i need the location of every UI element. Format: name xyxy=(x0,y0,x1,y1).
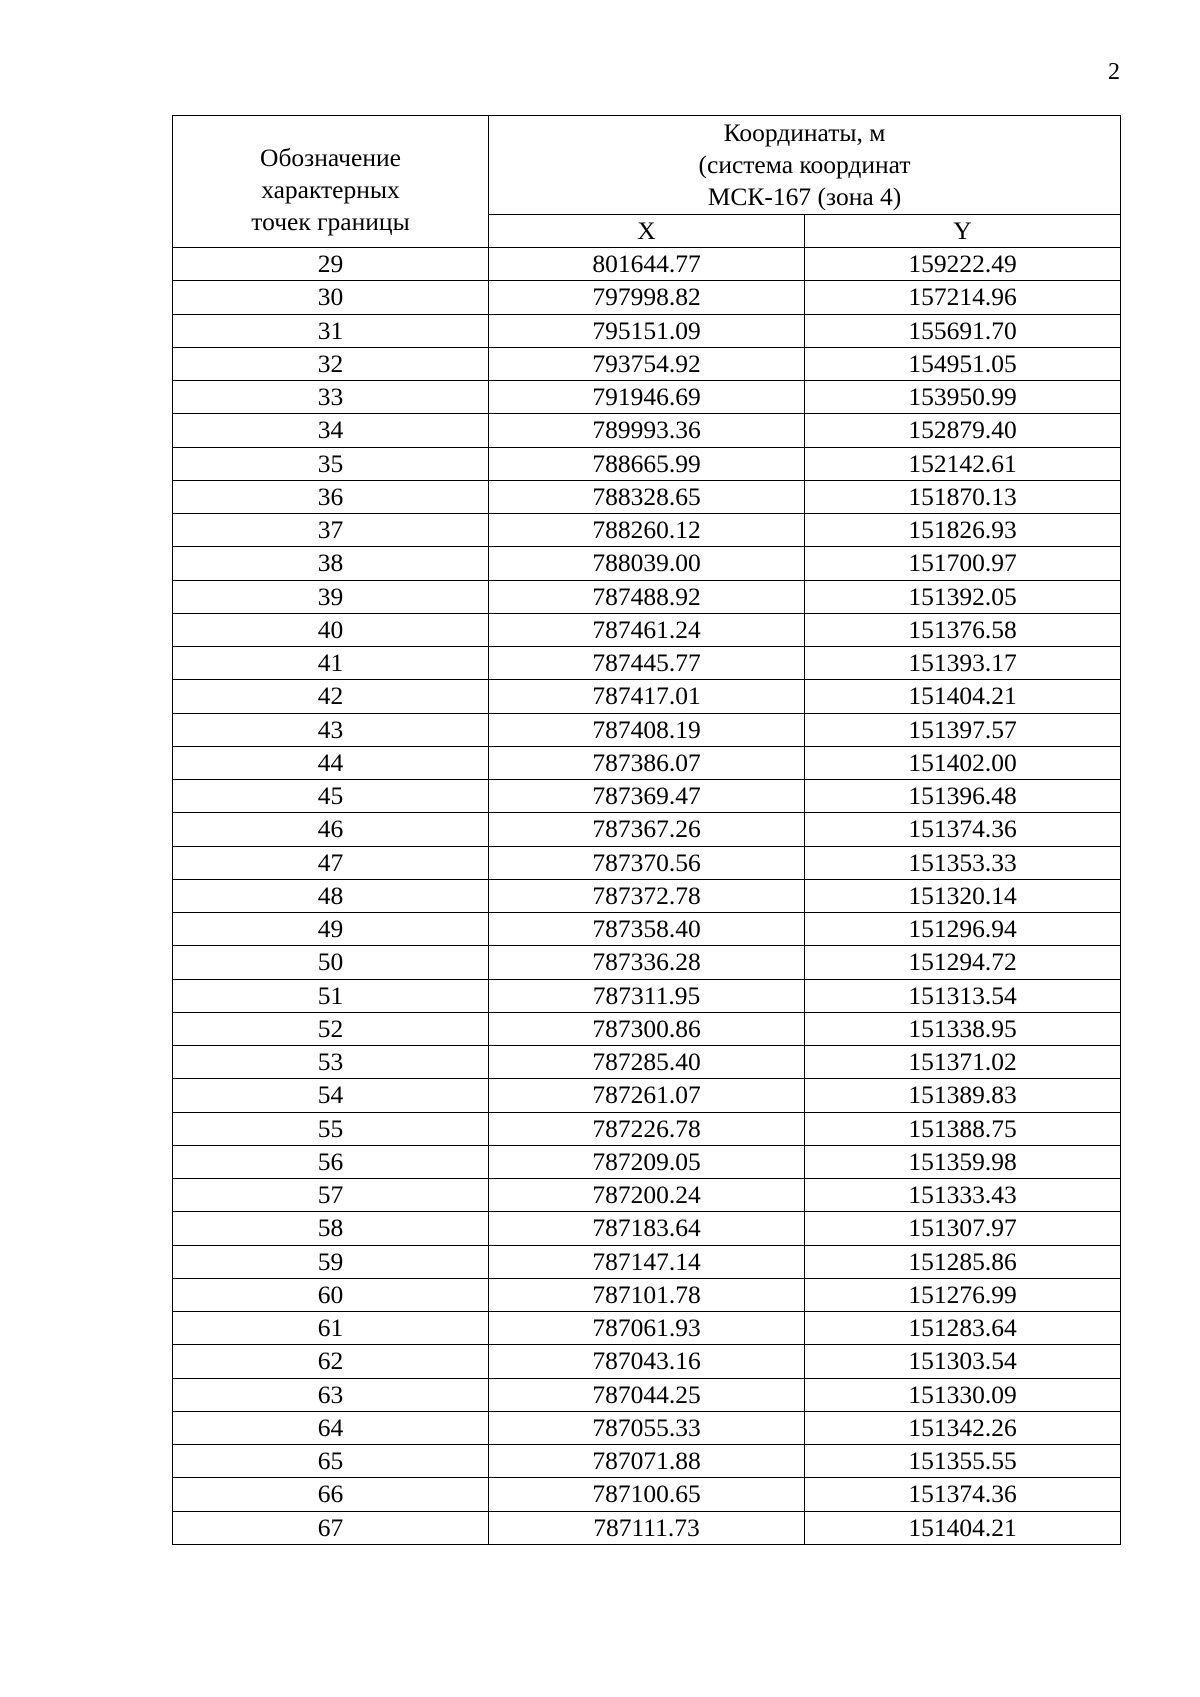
table-row xyxy=(173,879,1121,912)
x-coordinate-cell: 787311.95 xyxy=(489,979,805,1012)
table-row xyxy=(173,1378,1121,1411)
y-coordinate-cell: 151276.99 xyxy=(805,1278,1121,1311)
x-coordinate-cell: 787209.05 xyxy=(489,1145,805,1178)
point-cell: 45 xyxy=(173,780,489,813)
point-cell: 48 xyxy=(173,879,489,912)
y-coordinate-cell: 151338.95 xyxy=(805,1012,1121,1045)
point-cell: 35 xyxy=(173,447,489,480)
y-coordinate-cell: 157214.96 xyxy=(805,281,1121,314)
y-coordinate-cell: 151294.72 xyxy=(805,946,1121,979)
point-cell: 59 xyxy=(173,1245,489,1278)
table-row xyxy=(173,713,1121,746)
table-row xyxy=(173,1079,1121,1112)
x-coordinate-cell: 787300.86 xyxy=(489,1012,805,1045)
y-coordinate-cell: 151333.43 xyxy=(805,1179,1121,1212)
x-coordinate-cell: 787061.93 xyxy=(489,1312,805,1345)
table-row xyxy=(173,680,1121,713)
y-coordinate-cell: 152142.61 xyxy=(805,447,1121,480)
point-cell: 52 xyxy=(173,1012,489,1045)
y-coordinate-cell: 153950.99 xyxy=(805,381,1121,414)
designation-header xyxy=(173,116,489,248)
x-coordinate-cell: 788039.00 xyxy=(489,547,805,580)
y-coordinate-cell: 151330.09 xyxy=(805,1378,1121,1411)
point-cell: 61 xyxy=(173,1312,489,1345)
x-coordinate-cell: 787445.77 xyxy=(489,647,805,680)
table-row xyxy=(173,1411,1121,1444)
table-row xyxy=(173,547,1121,580)
y-coordinate-cell: 151402.00 xyxy=(805,746,1121,779)
y-coordinate-cell: 151283.64 xyxy=(805,1312,1121,1345)
x-coordinate-cell: 787147.14 xyxy=(489,1245,805,1278)
table-row xyxy=(173,1478,1121,1511)
point-cell: 47 xyxy=(173,846,489,879)
y-coordinate-cell: 154951.05 xyxy=(805,347,1121,380)
point-cell: 51 xyxy=(173,979,489,1012)
coordinates-header-line: (система координат xyxy=(698,150,911,179)
table-row xyxy=(173,746,1121,779)
x-coordinate-cell: 787044.25 xyxy=(489,1378,805,1411)
y-coordinate-cell: 151355.55 xyxy=(805,1445,1121,1478)
y-coordinate-cell: 151371.02 xyxy=(805,1046,1121,1079)
table-row xyxy=(173,1245,1121,1278)
x-coordinate-cell: 788328.65 xyxy=(489,480,805,513)
y-coordinate-cell: 151388.75 xyxy=(805,1112,1121,1145)
y-coordinate-cell: 151303.54 xyxy=(805,1345,1121,1378)
coordinates-header xyxy=(489,116,1121,215)
x-coordinate-cell: 787372.78 xyxy=(489,879,805,912)
table-row xyxy=(173,1345,1121,1378)
point-cell: 34 xyxy=(173,414,489,447)
point-cell: 55 xyxy=(173,1112,489,1145)
x-coordinate-cell: 795151.09 xyxy=(489,314,805,347)
table-row xyxy=(173,946,1121,979)
point-cell: 41 xyxy=(173,647,489,680)
table-row xyxy=(173,1179,1121,1212)
y-coordinate-cell: 151320.14 xyxy=(805,879,1121,912)
y-coordinate-cell: 151404.21 xyxy=(805,680,1121,713)
y-coordinate-cell: 151389.83 xyxy=(805,1079,1121,1112)
x-coordinate-cell: 787488.92 xyxy=(489,580,805,613)
point-cell: 39 xyxy=(173,580,489,613)
table-row xyxy=(173,979,1121,1012)
x-coordinate-cell: 787285.40 xyxy=(489,1046,805,1079)
point-cell: 43 xyxy=(173,713,489,746)
y-coordinate-cell: 159222.49 xyxy=(805,248,1121,281)
y-coordinate-cell: 151393.17 xyxy=(805,647,1121,680)
point-cell: 67 xyxy=(173,1511,489,1544)
table-row xyxy=(173,248,1121,281)
table-row xyxy=(173,613,1121,646)
x-coordinate-cell: 787055.33 xyxy=(489,1411,805,1444)
point-cell: 63 xyxy=(173,1378,489,1411)
point-cell: 31 xyxy=(173,314,489,347)
table-row xyxy=(173,1445,1121,1478)
point-cell: 56 xyxy=(173,1145,489,1178)
point-cell: 40 xyxy=(173,613,489,646)
point-cell: 60 xyxy=(173,1278,489,1311)
point-cell: 57 xyxy=(173,1179,489,1212)
boundary-coordinates-table xyxy=(172,115,1121,1545)
x-coordinate-cell: 787261.07 xyxy=(489,1079,805,1112)
point-cell: 33 xyxy=(173,381,489,414)
y-coordinate-cell: 151307.97 xyxy=(805,1212,1121,1245)
point-cell: 36 xyxy=(173,480,489,513)
x-coordinate-cell: 787183.64 xyxy=(489,1212,805,1245)
x-coordinate-cell: 787336.28 xyxy=(489,946,805,979)
table-header-row xyxy=(173,116,1121,215)
table-row xyxy=(173,780,1121,813)
y-coordinate-cell: 152879.40 xyxy=(805,414,1121,447)
point-cell: 29 xyxy=(173,248,489,281)
y-coordinate-cell: 151296.94 xyxy=(805,913,1121,946)
x-coordinate-cell: 787071.88 xyxy=(489,1445,805,1478)
y-coordinate-cell: 151313.54 xyxy=(805,979,1121,1012)
page-number: 2 xyxy=(1108,59,1120,85)
point-cell: 53 xyxy=(173,1046,489,1079)
y-coordinate-cell: 151404.21 xyxy=(805,1511,1121,1544)
x-coordinate-cell: 787408.19 xyxy=(489,713,805,746)
x-coordinate-cell: 788260.12 xyxy=(489,514,805,547)
point-cell: 42 xyxy=(173,680,489,713)
table-row xyxy=(173,580,1121,613)
y-coordinate-cell: 151342.26 xyxy=(805,1411,1121,1444)
table-body xyxy=(173,248,1121,1545)
table-row xyxy=(173,1046,1121,1079)
y-coordinate-cell: 151359.98 xyxy=(805,1145,1121,1178)
point-cell: 44 xyxy=(173,746,489,779)
table-row xyxy=(173,647,1121,680)
y-coordinate-cell: 151397.57 xyxy=(805,713,1121,746)
table-row xyxy=(173,514,1121,547)
table-row xyxy=(173,1511,1121,1544)
x-column-header: X xyxy=(489,215,805,248)
table-row xyxy=(173,813,1121,846)
y-coordinate-cell: 151396.48 xyxy=(805,780,1121,813)
table-row xyxy=(173,314,1121,347)
x-coordinate-cell: 801644.77 xyxy=(489,248,805,281)
x-coordinate-cell: 791946.69 xyxy=(489,381,805,414)
table-row xyxy=(173,480,1121,513)
point-cell: 49 xyxy=(173,913,489,946)
table-row xyxy=(173,846,1121,879)
x-coordinate-cell: 787100.65 xyxy=(489,1478,805,1511)
table-row xyxy=(173,1012,1121,1045)
x-coordinate-cell: 787386.07 xyxy=(489,746,805,779)
y-coordinate-cell: 151392.05 xyxy=(805,580,1121,613)
x-coordinate-cell: 787043.16 xyxy=(489,1345,805,1378)
x-coordinate-cell: 787358.40 xyxy=(489,913,805,946)
table-row xyxy=(173,1145,1121,1178)
x-coordinate-cell: 787369.47 xyxy=(489,780,805,813)
x-coordinate-cell: 793754.92 xyxy=(489,347,805,380)
table-row xyxy=(173,913,1121,946)
table-row xyxy=(173,1312,1121,1345)
y-coordinate-cell: 151353.33 xyxy=(805,846,1121,879)
coordinates-header-line: Координаты, м xyxy=(723,118,886,147)
designation-header-line: точек границы xyxy=(251,206,410,236)
x-coordinate-cell: 787417.01 xyxy=(489,680,805,713)
table-row xyxy=(173,414,1121,447)
designation-header-line: характерных xyxy=(261,174,400,204)
y-coordinate-cell: 151374.36 xyxy=(805,1478,1121,1511)
table-row xyxy=(173,347,1121,380)
x-coordinate-cell: 797998.82 xyxy=(489,281,805,314)
y-coordinate-cell: 151285.86 xyxy=(805,1245,1121,1278)
point-cell: 30 xyxy=(173,281,489,314)
point-cell: 32 xyxy=(173,347,489,380)
table-row xyxy=(173,381,1121,414)
y-coordinate-cell: 151374.36 xyxy=(805,813,1121,846)
table-row xyxy=(173,281,1121,314)
x-coordinate-cell: 788665.99 xyxy=(489,447,805,480)
x-coordinate-cell: 787111.73 xyxy=(489,1511,805,1544)
coordinates-header-line: МСК-167 (зона 4) xyxy=(707,182,902,211)
point-cell: 64 xyxy=(173,1411,489,1444)
table-row xyxy=(173,1112,1121,1145)
x-coordinate-cell: 787367.26 xyxy=(489,813,805,846)
y-coordinate-cell: 151376.58 xyxy=(805,613,1121,646)
point-cell: 46 xyxy=(173,813,489,846)
y-coordinate-cell: 151826.93 xyxy=(805,514,1121,547)
table-row xyxy=(173,447,1121,480)
designation-header-line: Обозначение xyxy=(260,142,401,172)
point-cell: 54 xyxy=(173,1079,489,1112)
table-row xyxy=(173,1278,1121,1311)
y-coordinate-cell: 155691.70 xyxy=(805,314,1121,347)
y-coordinate-cell: 151700.97 xyxy=(805,547,1121,580)
x-coordinate-cell: 787461.24 xyxy=(489,613,805,646)
x-coordinate-cell: 789993.36 xyxy=(489,414,805,447)
x-coordinate-cell: 787370.56 xyxy=(489,846,805,879)
x-coordinate-cell: 787226.78 xyxy=(489,1112,805,1145)
point-cell: 62 xyxy=(173,1345,489,1378)
x-coordinate-cell: 787200.24 xyxy=(489,1179,805,1212)
point-cell: 37 xyxy=(173,514,489,547)
y-coordinate-cell: 151870.13 xyxy=(805,480,1121,513)
y-column-header: Y xyxy=(805,215,1121,248)
x-coordinate-cell: 787101.78 xyxy=(489,1278,805,1311)
point-cell: 50 xyxy=(173,946,489,979)
point-cell: 58 xyxy=(173,1212,489,1245)
point-cell: 66 xyxy=(173,1478,489,1511)
point-cell: 65 xyxy=(173,1445,489,1478)
point-cell: 38 xyxy=(173,547,489,580)
table-row xyxy=(173,1212,1121,1245)
